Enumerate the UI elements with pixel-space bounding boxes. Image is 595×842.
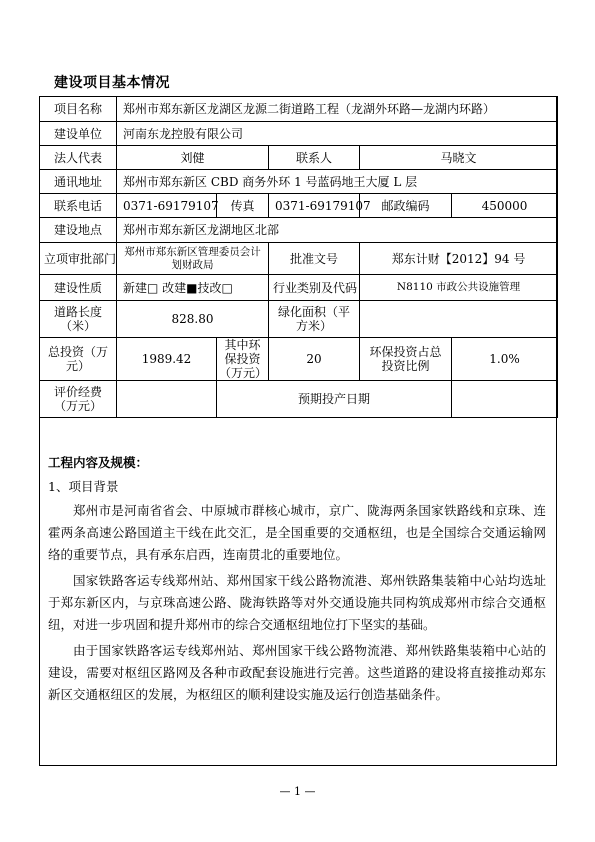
table-row: [40, 194, 558, 218]
table-row: [40, 218, 558, 243]
paragraph: 国家铁路客运专线郑州站、郑州国家干线公路物流港、郑州铁路集装箱中心站均选址于郑东新区内，与京珠高速公路、陇海铁路等对外交通设施共同构筑成郑州市综合交通枢纽，对进一步巩固和提升郑州市的综合交通枢纽地位打下坚实的基础。: [48, 573, 546, 632]
industry-value: N8110 市政公共设施管理: [360, 275, 558, 301]
address-label: 通讯地址: [40, 170, 117, 194]
table-row: [40, 97, 558, 122]
table-row: [40, 381, 558, 418]
approval-dept-value: 郑州市郑东新区管理委员会计划财政局: [117, 243, 269, 275]
table-row: [40, 170, 558, 194]
industry-label: 行业类别及代码: [269, 275, 360, 301]
road-length-value: 828.80: [117, 301, 269, 338]
total-invest-value: 1989.42: [117, 338, 217, 381]
phone-label: 联系电话: [40, 194, 117, 218]
sub-heading: 1、项目背景: [48, 479, 119, 494]
eval-fee-value: [117, 381, 217, 418]
total-invest-label: 总投资（万元）: [40, 338, 117, 381]
builder-value: 河南东龙控股有限公司: [117, 122, 558, 146]
table-row: [40, 338, 558, 381]
fax-value: 0371-69179107: [269, 194, 360, 218]
road-length-label: 道路长度（米）: [40, 301, 117, 338]
eval-fee-label: 评价经费（万元）: [40, 381, 117, 418]
table-row: [40, 146, 558, 170]
start-date-label: 预期投产日期: [217, 381, 452, 418]
approval-doc-value: 郑东计财【2012】94 号: [360, 243, 558, 275]
location-value: 郑州市郑东新区龙湖地区北部: [117, 218, 558, 243]
address-value: 郑州市郑东新区 CBD 商务外环 1 号蓝码地王大厦 L 层: [117, 170, 558, 194]
fax-label: 传真: [217, 194, 269, 218]
postcode-value: 450000: [452, 194, 558, 218]
approval-doc-label: 批准文号: [269, 243, 360, 275]
env-ratio-value: 1.0%: [452, 338, 558, 381]
green-area-value: [360, 301, 558, 338]
table-row: [40, 275, 558, 301]
project-content: [40, 452, 554, 710]
location-label: 建设地点: [40, 218, 117, 243]
phone-value: 0371-69179107: [117, 194, 217, 218]
nature-value: 新建□ 改建■技改□: [117, 275, 269, 301]
legal-rep-label: 法人代表: [40, 146, 117, 170]
paragraph: 郑州市是河南省省会、中原城市群核心城市，京广、陇海两条国家铁路线和京珠、连霍两条高速公路国道主干线在此交汇，是全国重要的交通枢纽，也是全国综合交通运输网络的重要节点，具有承东启西，连南贯北的重要地位。: [48, 503, 546, 562]
nature-label: 建设性质: [40, 275, 117, 301]
contact-label: 联系人: [269, 146, 360, 170]
table-row: [40, 301, 558, 338]
green-area-label: 绿化面积（平方米）: [269, 301, 360, 338]
postcode-label: 邮政编码: [360, 194, 452, 218]
contact-value: 马晓文: [360, 146, 558, 170]
env-ratio-label: 环保投资占总投资比例: [360, 338, 452, 381]
start-date-value: [452, 381, 558, 418]
section-heading: 工程内容及规模：: [48, 455, 149, 470]
env-invest-value: 20: [269, 338, 360, 381]
project-name-label: 项目名称: [40, 97, 117, 122]
project-info-table: [39, 96, 558, 418]
legal-rep-value: 刘健: [117, 146, 269, 170]
approval-dept-label: 立项审批部门: [40, 243, 117, 275]
page-number: — 1 —: [279, 785, 316, 798]
page-title: 建设项目基本情况: [54, 75, 170, 91]
project-name-value: 郑州市郑东新区龙湖区龙源二街道路工程（龙湖外环路—龙湖内环路）: [117, 97, 558, 122]
builder-label: 建设单位: [40, 122, 117, 146]
env-invest-label: 其中环保投资（万元）: [217, 338, 269, 381]
table-row: [40, 122, 558, 146]
table-row: [40, 243, 558, 275]
paragraph: 由于国家铁路客运专线郑州站、郑州国家干线公路物流港、郑州铁路集装箱中心站的建设，需要对枢纽区路网及各种市政配套设施进行完善。这些道路的建设将直接推动郑东新区交通枢纽区的发展，为枢纽区的顺利建设实施及运行创造基础条件。: [48, 643, 546, 702]
